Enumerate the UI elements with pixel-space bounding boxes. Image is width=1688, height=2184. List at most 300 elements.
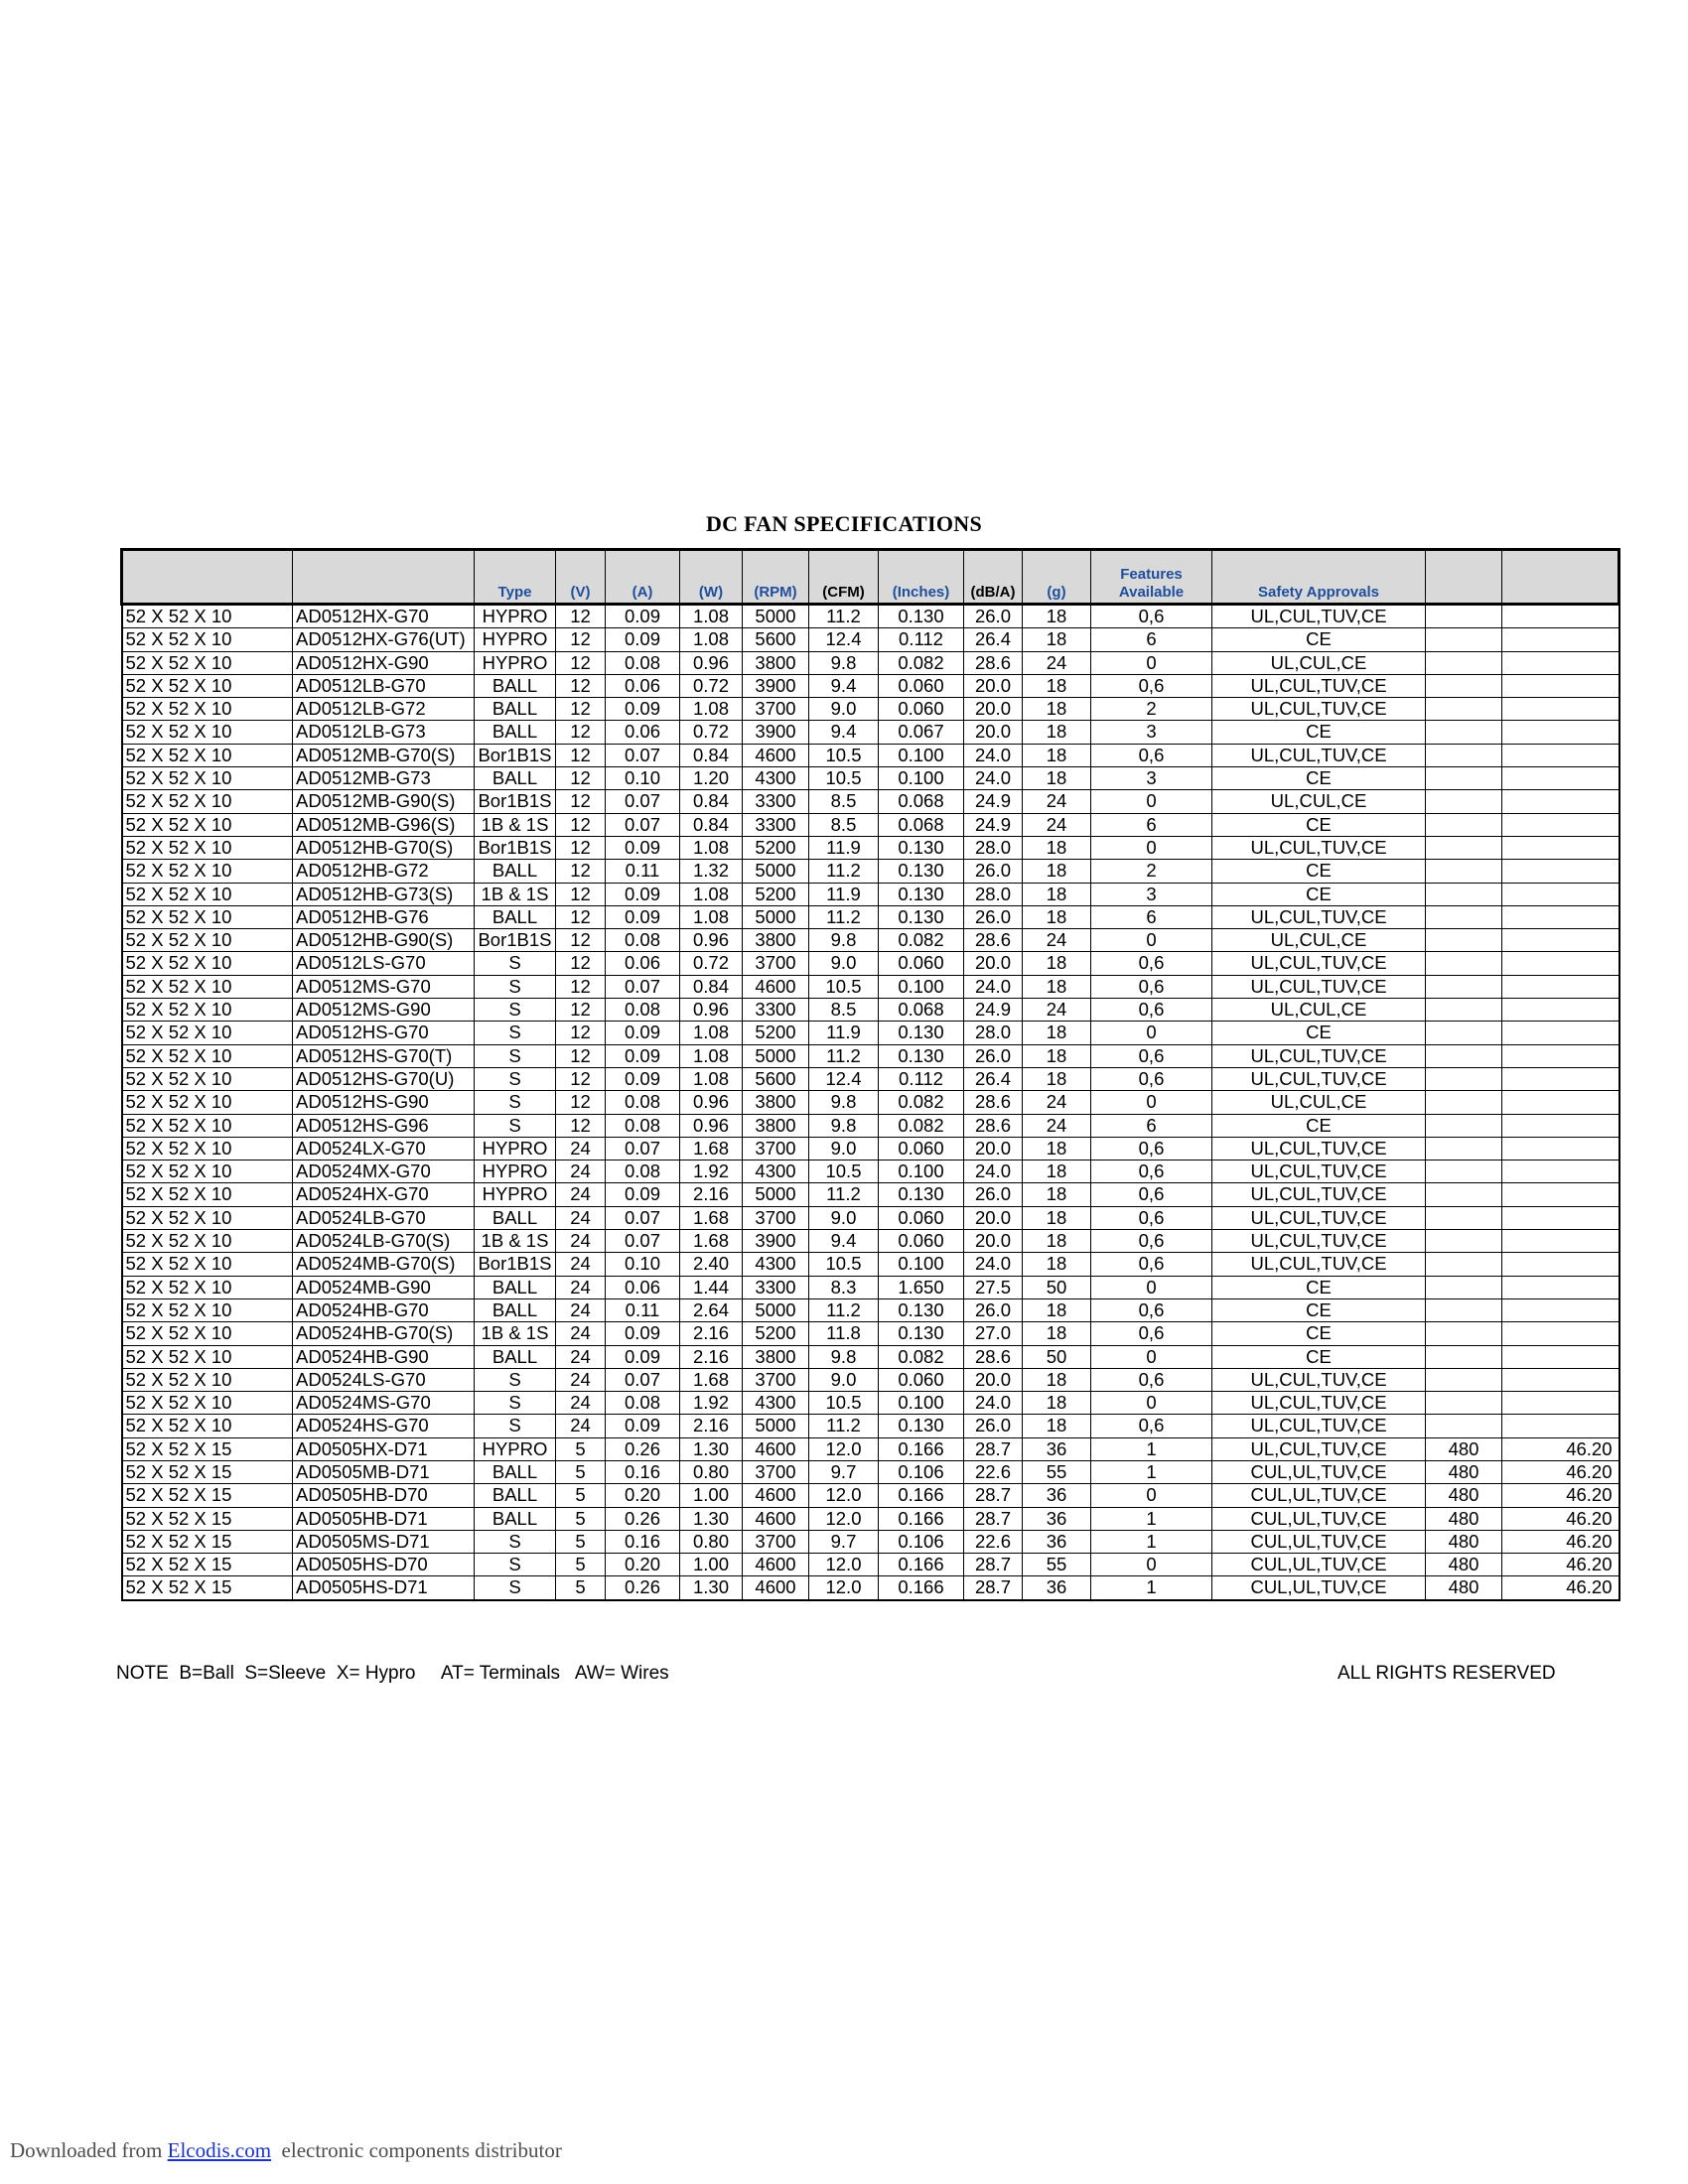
table-cell: 52 X 52 X 15 xyxy=(122,1554,293,1576)
table-cell: 52 X 52 X 10 xyxy=(122,1206,293,1229)
table-cell: S xyxy=(475,1114,556,1137)
table-cell: 1B & 1S xyxy=(475,1322,556,1345)
table-cell: 11.2 xyxy=(809,1044,879,1067)
table-cell: 18 xyxy=(1023,1392,1091,1415)
table-cell: AD0512MS-G70 xyxy=(293,975,475,998)
table-cell: AD0524MB-G70(S) xyxy=(293,1253,475,1276)
table-cell: HYPRO xyxy=(475,1437,556,1460)
table-cell: S xyxy=(475,952,556,975)
table-cell: AD0512MB-G73 xyxy=(293,767,475,790)
table-cell: 0.166 xyxy=(879,1437,964,1460)
table-cell: 24.0 xyxy=(964,744,1023,766)
table-cell: Bor1B1S xyxy=(475,836,556,859)
table-cell: 52 X 52 X 10 xyxy=(122,975,293,998)
table-cell: 4600 xyxy=(743,1484,809,1507)
table-cell: 12 xyxy=(556,836,606,859)
table-cell: 22.6 xyxy=(964,1530,1023,1553)
table-cell: 0.07 xyxy=(606,1368,680,1391)
table-cell xyxy=(1426,605,1502,628)
table-cell: UL,CUL,TUV,CE xyxy=(1212,1415,1426,1437)
table-cell: 52 X 52 X 10 xyxy=(122,744,293,766)
table-cell: 24 xyxy=(556,1230,606,1253)
table-cell: 9.8 xyxy=(809,1114,879,1137)
table-cell: UL,CUL,TUV,CE xyxy=(1212,905,1426,928)
table-cell: 0.060 xyxy=(879,1368,964,1391)
table-row xyxy=(122,860,1619,883)
table-cell: AD0524HX-G70 xyxy=(293,1183,475,1206)
table-cell: UL,CUL,TUV,CE xyxy=(1212,1253,1426,1276)
table-cell: 0.06 xyxy=(606,1276,680,1298)
footer-prefix: Downloaded from xyxy=(10,2138,168,2162)
table-cell: 26.0 xyxy=(964,860,1023,883)
table-row xyxy=(122,1183,1619,1206)
header-cell: Features Available xyxy=(1091,550,1212,605)
table-cell: 24 xyxy=(1023,1091,1091,1114)
table-cell: 12 xyxy=(556,905,606,928)
table-cell: 1 xyxy=(1091,1437,1212,1460)
table-cell: AD0512LB-G70 xyxy=(293,674,475,697)
table-cell: 0.20 xyxy=(606,1554,680,1576)
table-cell: AD0524MS-G70 xyxy=(293,1392,475,1415)
table-cell: S xyxy=(475,1067,556,1090)
table-cell xyxy=(1502,1322,1619,1345)
table-cell xyxy=(1426,1137,1502,1160)
table-cell: 0.082 xyxy=(879,651,964,674)
table-cell: BALL xyxy=(475,1345,556,1368)
table-cell xyxy=(1426,1183,1502,1206)
table-cell: CUL,UL,TUV,CE xyxy=(1212,1576,1426,1600)
table-cell: 52 X 52 X 10 xyxy=(122,1253,293,1276)
table-cell: 0.07 xyxy=(606,1206,680,1229)
table-cell: UL,CUL,TUV,CE xyxy=(1212,1230,1426,1253)
table-cell: 3800 xyxy=(743,651,809,674)
table-cell xyxy=(1502,698,1619,721)
table-cell: 36 xyxy=(1023,1530,1091,1553)
table-cell: AD0512HX-G90 xyxy=(293,651,475,674)
table-cell: 0.060 xyxy=(879,952,964,975)
table-cell: 18 xyxy=(1023,1160,1091,1183)
table-cell: 52 X 52 X 10 xyxy=(122,605,293,628)
table-cell: 52 X 52 X 10 xyxy=(122,1044,293,1067)
table-cell: 24 xyxy=(556,1160,606,1183)
table-cell: 0.07 xyxy=(606,1230,680,1253)
table-row xyxy=(122,813,1619,836)
table-cell: S xyxy=(475,1392,556,1415)
table-cell: 0.100 xyxy=(879,1160,964,1183)
table-cell: 24.0 xyxy=(964,975,1023,998)
table-cell: UL,CUL,TUV,CE xyxy=(1212,975,1426,998)
table-cell: 11.9 xyxy=(809,836,879,859)
table-cell: 3800 xyxy=(743,1345,809,1368)
table-cell: 0.130 xyxy=(879,836,964,859)
table-cell: 52 X 52 X 10 xyxy=(122,790,293,813)
table-cell: AD0512HX-G76(UT) xyxy=(293,628,475,651)
table-cell xyxy=(1426,1368,1502,1391)
table-cell: BALL xyxy=(475,1276,556,1298)
table-cell: 52 X 52 X 10 xyxy=(122,767,293,790)
table-cell: 0.09 xyxy=(606,605,680,628)
table-cell: 5200 xyxy=(743,1022,809,1044)
table-cell: S xyxy=(475,975,556,998)
table-cell: 0.112 xyxy=(879,1067,964,1090)
table-cell: 0 xyxy=(1091,1554,1212,1576)
table-cell: HYPRO xyxy=(475,1160,556,1183)
table-cell: 12 xyxy=(556,674,606,697)
table-cell: 2.64 xyxy=(680,1298,743,1321)
table-cell: 1.68 xyxy=(680,1230,743,1253)
table-row xyxy=(122,1230,1619,1253)
table-cell: 0.72 xyxy=(680,952,743,975)
table-cell: 10.5 xyxy=(809,1253,879,1276)
table-cell: 0.84 xyxy=(680,790,743,813)
table-cell: AD0524HS-G70 xyxy=(293,1415,475,1437)
elcodis-link[interactable]: Elcodis.com xyxy=(167,2138,272,2162)
table-cell: 28.7 xyxy=(964,1576,1023,1600)
table-cell: 24 xyxy=(556,1183,606,1206)
table-cell: UL,CUL,CE xyxy=(1212,651,1426,674)
table-cell: 1.68 xyxy=(680,1206,743,1229)
table-row xyxy=(122,1576,1619,1600)
table-cell: 24.9 xyxy=(964,790,1023,813)
table-cell: 52 X 52 X 10 xyxy=(122,674,293,697)
table-cell: 3700 xyxy=(743,1206,809,1229)
table-cell: 24 xyxy=(556,1298,606,1321)
table-cell: 11.2 xyxy=(809,860,879,883)
table-cell: AD0512HS-G70(T) xyxy=(293,1044,475,1067)
table-cell xyxy=(1502,1392,1619,1415)
table-cell xyxy=(1426,1415,1502,1437)
table-cell: 46.20 xyxy=(1502,1507,1619,1530)
table-cell: 0.130 xyxy=(879,1183,964,1206)
table-cell: 52 X 52 X 10 xyxy=(122,1091,293,1114)
table-cell: 9.7 xyxy=(809,1460,879,1483)
table-cell: 24 xyxy=(556,1137,606,1160)
table-cell: 1.20 xyxy=(680,767,743,790)
table-cell: 10.5 xyxy=(809,767,879,790)
table-cell: 5 xyxy=(556,1507,606,1530)
table-cell: 24 xyxy=(1023,1114,1091,1137)
table-cell: 3700 xyxy=(743,1137,809,1160)
table-cell: 20.0 xyxy=(964,1137,1023,1160)
table-cell: 28.7 xyxy=(964,1484,1023,1507)
table-cell: 24 xyxy=(556,1392,606,1415)
table-cell xyxy=(1502,1206,1619,1229)
table-cell: 0,6 xyxy=(1091,1206,1212,1229)
table-cell: 55 xyxy=(1023,1460,1091,1483)
table-cell: 12 xyxy=(556,651,606,674)
table-cell: AD0512HS-G90 xyxy=(293,1091,475,1114)
table-cell: 12.0 xyxy=(809,1576,879,1600)
table-cell: 1.00 xyxy=(680,1484,743,1507)
table-cell: 4600 xyxy=(743,1554,809,1576)
table-cell: UL,CUL,TUV,CE xyxy=(1212,674,1426,697)
table-cell xyxy=(1502,1368,1619,1391)
table-cell: 52 X 52 X 10 xyxy=(122,1114,293,1137)
table-cell: HYPRO xyxy=(475,605,556,628)
table-cell: 0.09 xyxy=(606,905,680,928)
table-row xyxy=(122,1114,1619,1137)
table-cell: UL,CUL,TUV,CE xyxy=(1212,952,1426,975)
table-cell: 3800 xyxy=(743,1091,809,1114)
table-cell: 24 xyxy=(556,1206,606,1229)
table-cell: 2.40 xyxy=(680,1253,743,1276)
table-cell: 12 xyxy=(556,929,606,952)
table-cell: 52 X 52 X 10 xyxy=(122,698,293,721)
table-cell: 52 X 52 X 10 xyxy=(122,1137,293,1160)
table-cell: 28.6 xyxy=(964,1091,1023,1114)
table-cell: 3900 xyxy=(743,1230,809,1253)
table-cell: AD0524LS-G70 xyxy=(293,1368,475,1391)
table-cell: 28.0 xyxy=(964,883,1023,905)
table-cell: 0.08 xyxy=(606,999,680,1022)
table-cell xyxy=(1426,883,1502,905)
table-cell: 0.09 xyxy=(606,1022,680,1044)
table-cell: 0,6 xyxy=(1091,1253,1212,1276)
table-cell: 20.0 xyxy=(964,952,1023,975)
table-cell: 18 xyxy=(1023,1230,1091,1253)
table-cell: 0.26 xyxy=(606,1576,680,1600)
table-cell: 3300 xyxy=(743,813,809,836)
table-cell: 12 xyxy=(556,952,606,975)
table-cell: 24 xyxy=(1023,651,1091,674)
table-cell: 5000 xyxy=(743,860,809,883)
table-cell xyxy=(1426,975,1502,998)
table-cell xyxy=(1502,929,1619,952)
table-cell: AD0512HX-G70 xyxy=(293,605,475,628)
table-cell xyxy=(1502,975,1619,998)
table-cell: 0.09 xyxy=(606,1183,680,1206)
header-cell: (dB/A) xyxy=(964,550,1023,605)
table-cell: 24.9 xyxy=(964,813,1023,836)
table-row xyxy=(122,1392,1619,1415)
table-row xyxy=(122,1460,1619,1483)
table-cell: UL,CUL,TUV,CE xyxy=(1212,1137,1426,1160)
table-cell: 18 xyxy=(1023,1322,1091,1345)
table-cell: 12.0 xyxy=(809,1484,879,1507)
table-cell xyxy=(1502,999,1619,1022)
table-cell: 0.07 xyxy=(606,744,680,766)
table-cell: BALL xyxy=(475,674,556,697)
table-cell xyxy=(1426,1322,1502,1345)
table-cell: 0.130 xyxy=(879,1298,964,1321)
table-cell: 3700 xyxy=(743,952,809,975)
table-cell: 0.16 xyxy=(606,1460,680,1483)
table-cell: Bor1B1S xyxy=(475,790,556,813)
table-cell: 24 xyxy=(556,1322,606,1345)
table-cell xyxy=(1426,628,1502,651)
table-cell: 24 xyxy=(1023,929,1091,952)
table-cell: 0.130 xyxy=(879,860,964,883)
table-cell: 5200 xyxy=(743,1322,809,1345)
table-cell: 4600 xyxy=(743,975,809,998)
table-cell: 0,6 xyxy=(1091,1044,1212,1067)
table-row xyxy=(122,674,1619,697)
table-cell: 5000 xyxy=(743,905,809,928)
table-row xyxy=(122,905,1619,928)
table-cell: 8.5 xyxy=(809,999,879,1022)
table-cell: S xyxy=(475,999,556,1022)
table-cell: 5000 xyxy=(743,1183,809,1206)
table-cell: 18 xyxy=(1023,952,1091,975)
table-cell: AD0524MB-G90 xyxy=(293,1276,475,1298)
table-cell: 26.0 xyxy=(964,1298,1023,1321)
header-cell: (Inches) xyxy=(879,550,964,605)
table-row xyxy=(122,605,1619,628)
table-cell: 0.100 xyxy=(879,767,964,790)
table-cell: 24 xyxy=(1023,999,1091,1022)
table-cell xyxy=(1502,952,1619,975)
table-cell: S xyxy=(475,1091,556,1114)
table-cell: 9.8 xyxy=(809,1091,879,1114)
table-cell xyxy=(1426,1091,1502,1114)
table-cell: 0.08 xyxy=(606,1114,680,1137)
table-cell: 0,6 xyxy=(1091,999,1212,1022)
table-cell: 52 X 52 X 10 xyxy=(122,628,293,651)
table-row xyxy=(122,698,1619,721)
table-cell: CUL,UL,TUV,CE xyxy=(1212,1530,1426,1553)
table-cell: 55 xyxy=(1023,1554,1091,1576)
table-cell: AD0524HB-G90 xyxy=(293,1345,475,1368)
table-cell: 52 X 52 X 15 xyxy=(122,1507,293,1530)
table-cell xyxy=(1502,813,1619,836)
table-cell: 1 xyxy=(1091,1576,1212,1600)
table-cell: 1.30 xyxy=(680,1437,743,1460)
table-cell: 0 xyxy=(1091,836,1212,859)
table-cell: 0 xyxy=(1091,929,1212,952)
table-cell: 12 xyxy=(556,999,606,1022)
table-cell: 18 xyxy=(1023,767,1091,790)
table-cell: AD0512HS-G70(U) xyxy=(293,1067,475,1090)
table-cell: UL,CUL,TUV,CE xyxy=(1212,836,1426,859)
table-cell: 18 xyxy=(1023,628,1091,651)
table-cell: 4300 xyxy=(743,1160,809,1183)
table-cell: AD0524LB-G70(S) xyxy=(293,1230,475,1253)
header-cell xyxy=(1426,550,1502,605)
table-cell: 3700 xyxy=(743,1368,809,1391)
table-cell: BALL xyxy=(475,1507,556,1530)
table-cell: 0,6 xyxy=(1091,605,1212,628)
table-cell: 11.9 xyxy=(809,1022,879,1044)
table-cell: 11.2 xyxy=(809,605,879,628)
table-cell: 0.082 xyxy=(879,1091,964,1114)
table-cell: 0,6 xyxy=(1091,1298,1212,1321)
table-cell: 0.72 xyxy=(680,674,743,697)
table-cell: 24 xyxy=(556,1276,606,1298)
table-cell: 36 xyxy=(1023,1484,1091,1507)
table-cell: 0.06 xyxy=(606,721,680,744)
table-cell: 52 X 52 X 10 xyxy=(122,1160,293,1183)
table-cell: 1.44 xyxy=(680,1276,743,1298)
table-cell: 18 xyxy=(1023,1298,1091,1321)
table-cell: 18 xyxy=(1023,1137,1091,1160)
table-cell: UL,CUL,TUV,CE xyxy=(1212,1392,1426,1415)
table-cell: 6 xyxy=(1091,813,1212,836)
table-cell: CE xyxy=(1212,813,1426,836)
table-cell: AD0512MB-G70(S) xyxy=(293,744,475,766)
table-cell: 0,6 xyxy=(1091,1230,1212,1253)
table-cell: 12 xyxy=(556,1022,606,1044)
table-cell: 0.130 xyxy=(879,1022,964,1044)
table-cell: BALL xyxy=(475,698,556,721)
table-cell: 0,6 xyxy=(1091,975,1212,998)
table-cell xyxy=(1426,1230,1502,1253)
table-cell: AD0512MB-G96(S) xyxy=(293,813,475,836)
table-cell: 12 xyxy=(556,744,606,766)
table-cell: UL,CUL,TUV,CE xyxy=(1212,698,1426,721)
table-cell: 46.20 xyxy=(1502,1530,1619,1553)
table-cell: BALL xyxy=(475,860,556,883)
table-cell: Bor1B1S xyxy=(475,1253,556,1276)
table-cell: 1B & 1S xyxy=(475,1230,556,1253)
table-cell: 20.0 xyxy=(964,721,1023,744)
table-cell: 0.84 xyxy=(680,744,743,766)
table-cell: 18 xyxy=(1023,744,1091,766)
table-cell: CE xyxy=(1212,860,1426,883)
table-cell: 0.09 xyxy=(606,698,680,721)
table-cell xyxy=(1426,1253,1502,1276)
table-row xyxy=(122,1298,1619,1321)
table-cell: S xyxy=(475,1530,556,1553)
table-cell xyxy=(1502,836,1619,859)
table-row xyxy=(122,628,1619,651)
table-cell: BALL xyxy=(475,767,556,790)
table-cell: 0.84 xyxy=(680,975,743,998)
table-cell: 1.08 xyxy=(680,1067,743,1090)
table-cell: 9.0 xyxy=(809,1206,879,1229)
table-cell: BALL xyxy=(475,1484,556,1507)
table-cell: 1.08 xyxy=(680,628,743,651)
table-cell: 0.09 xyxy=(606,628,680,651)
header-cell: (V) xyxy=(556,550,606,605)
table-cell: 9.8 xyxy=(809,929,879,952)
table-cell: 52 X 52 X 10 xyxy=(122,1298,293,1321)
table-cell: 20.0 xyxy=(964,1230,1023,1253)
table-cell: 18 xyxy=(1023,905,1091,928)
table-cell: 12 xyxy=(556,1091,606,1114)
table-cell: 28.6 xyxy=(964,1114,1023,1137)
table-cell: UL,CUL,TUV,CE xyxy=(1212,1044,1426,1067)
table-cell xyxy=(1502,1067,1619,1090)
table-cell xyxy=(1426,929,1502,952)
table-cell xyxy=(1502,767,1619,790)
table-cell: 0.07 xyxy=(606,975,680,998)
table-cell: UL,CUL,TUV,CE xyxy=(1212,1160,1426,1183)
table-cell: 3 xyxy=(1091,721,1212,744)
table-cell xyxy=(1502,1137,1619,1160)
table-cell xyxy=(1426,744,1502,766)
table-cell: 5200 xyxy=(743,883,809,905)
table-cell: 12 xyxy=(556,1044,606,1067)
table-cell: 9.0 xyxy=(809,1137,879,1160)
table-cell: 22.6 xyxy=(964,1460,1023,1483)
table-cell xyxy=(1502,1253,1619,1276)
table-cell: 0.96 xyxy=(680,651,743,674)
table-cell: 3700 xyxy=(743,698,809,721)
table-cell: 0.06 xyxy=(606,674,680,697)
table-cell: 11.9 xyxy=(809,883,879,905)
table-cell: 3800 xyxy=(743,929,809,952)
table-cell: 0.16 xyxy=(606,1530,680,1553)
table-row xyxy=(122,744,1619,766)
table-cell: 9.0 xyxy=(809,698,879,721)
table-cell xyxy=(1426,1345,1502,1368)
table-cell: 4600 xyxy=(743,1437,809,1460)
table-cell xyxy=(1426,1298,1502,1321)
table-cell: 1 xyxy=(1091,1507,1212,1530)
table-cell: 3 xyxy=(1091,767,1212,790)
table-cell: 1.30 xyxy=(680,1576,743,1600)
table-cell: 480 xyxy=(1426,1437,1502,1460)
